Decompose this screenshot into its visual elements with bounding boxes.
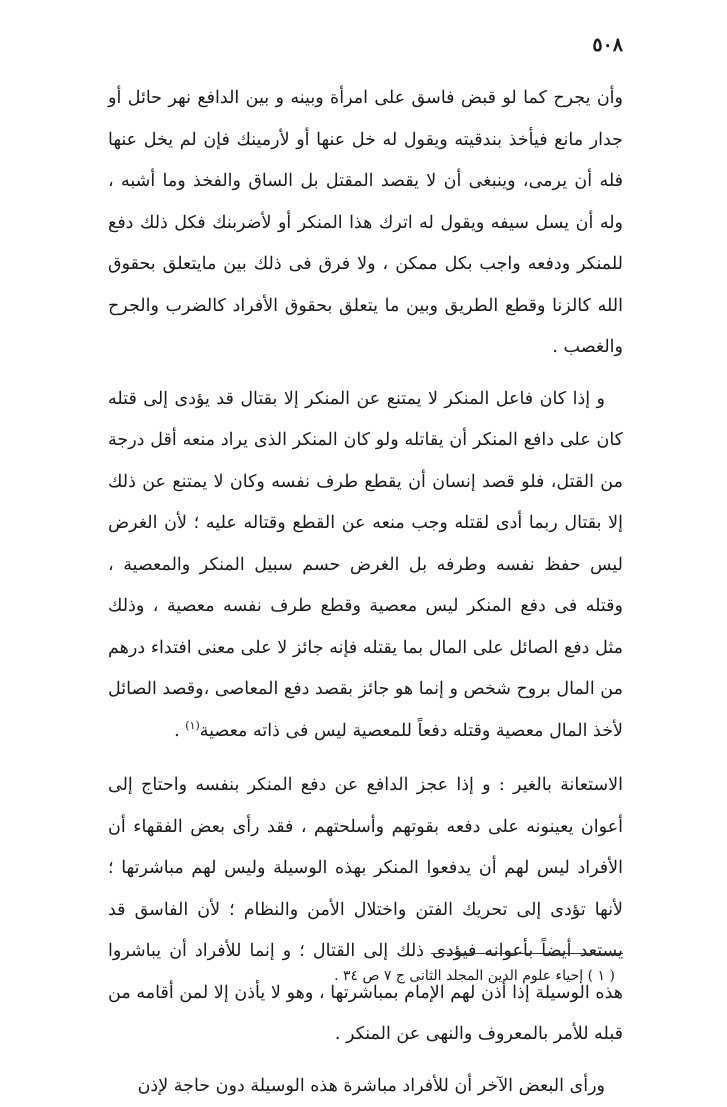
page-number: ٥٠٨ — [592, 34, 623, 56]
paragraph-2 — [108, 379, 623, 753]
paragraph-2-text: و إذا كان فاعل المنكر لا يمتنع عن المنكر إلا بقتال قد يؤدى إلى قتله كان على دافع المنكر أن يقاتله ولو كان المنكر الذى يراد منعه أقل درجة من القتل، فلو قصد إنسان أن يقطع طرف نفسه وكان لا يمتنع عن ذلك إلا بقتال ربما أدى لقتله وجب منعه عن القطع وقتاله عليه ؛ لأن الغرض ليس حفظ نفسه وطرفه بل الغرض حسم سبيل المنكر والمعصية ، وقتله فى دفع المنكر ليس معصية وقطع طرف نفسه معصية ، وذلك مثل دفع الصائل على المال بما يقتله فإنه جائز لا على معنى افتداء درهم من المال بروح شخص و إنما هو جائز بقصد دفع المعاصى ،وقصد الصائل لأخذ المال معصية وقتله دفعاً للمعصية ليس فى ذاته معصية — [108, 389, 623, 741]
paragraph-3: الاستعانة بالغير : و إذا عجز الدافع عن دفع المنكر بنفسه واحتاج إلى أعوان يعينونه على دفعه بقوتهم وأسلحتهم ، فقد رأى بعض الفقهاء أن الأفراد ليس لهم أن يدفعوا المنكر بهذه الوسيلة وليس لهم مباشرتها ؛ لأنها تؤدى إلى تحريك الفتن واختلال الأمن والنظام ؛ لأن الفاسق قد يستعد أيضاً بأعوانه فيؤدى ذلك إلى القتال ؛ و إنما للأفراد أن يباشروا هذه الوسيلة إذا أذن لهم الإمام بمباشرتها ، وهو لا يأذن إلا لمن أقامه من قبله للأمر بالمعروف والنهى عن المنكر . — [108, 765, 623, 1056]
footnote-marker: (١) — [185, 719, 200, 732]
paragraph-1: وأن يجرح كما لو قبض فاسق على امرأة وبينه و بين الدافع نهر حائل أو جدار مانع فيأخذ بندقيته ويقول له خل عنها أو لأرمينك فإن لم يخل عنها فله أن يرمى، وينبغى أن لا يقصد المقتل بل الساق والفخذ وما أشبه ، وله أن يسل سيفه ويقول له اترك هذا المنكر أو لأضربنك فكل ذلك دفع للمنكر ودفعه واجب بكل ممكن ، ولا فرق فى ذلك بين مايتعلق بحقوق الله كالزنا وقطع الطريق وبين ما يتعلق بحقوق الأفراد كالضرب والجرح والغصب . — [108, 78, 623, 369]
footnote-1: ( ١ ) إحياء علوم الدين المجلد الثانى ج ٧ ص ٣٤ . — [195, 966, 615, 986]
paragraph-2-end: . — [174, 721, 185, 741]
paragraph-4: ورأى البعض الآخر أن للأفراد مباشرة هذه الوسيلة دون حاجة لإذن — [108, 1066, 623, 1107]
footnote-divider — [431, 953, 623, 954]
